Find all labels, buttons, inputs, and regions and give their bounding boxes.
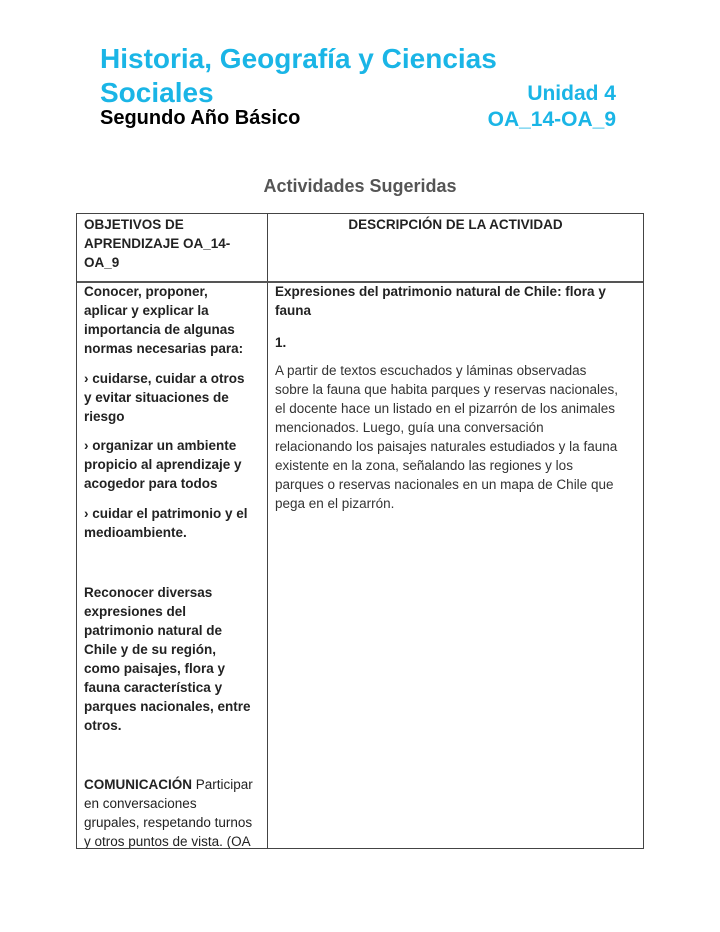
oa-label: OA_14-OA_9: [487, 108, 616, 131]
subject-title-line2: Sociales: [100, 77, 214, 108]
activity-description: A partir de textos escuchados y láminas observadas sobre la fauna que habita parques y reservas nacionales, el docente hace un listado en el pizarrón de los animales mencionados. Luego, guía una conversación relacionando los paisajes naturales estudiados y la fauna existente en la zona, señalando las regiones y los parques o reservas nacionales en un mapa de Chile que pega en el pizarrón.: [275, 363, 618, 511]
activity-title: Expresiones del patrimonio natural de Chile: flora y fauna: [275, 284, 606, 318]
objective-bullet-2: › organizar un ambiente propicio al aprendizaje y acogedor para todos: [84, 438, 242, 491]
subject-title-line1: Historia, Geografía y Ciencias: [100, 43, 497, 74]
comunicacion-text: Participar en conversaciones grupales, respetando turnos y otros puntos de vista. (OA: [84, 777, 253, 849]
objective-intro: Conocer, proponer, aplicar y explicar la importancia de algunas normas necesarias para:: [84, 284, 244, 356]
objective-patrimonio: Reconocer diversas expresiones del patrimonio natural de Chile y de su región, como paisajes, flora y fauna característica y parques nacionales, entre otros.: [84, 585, 251, 733]
unit-label: Unidad 4: [527, 82, 616, 105]
column-divider: [267, 214, 268, 848]
objective-comunicacion: [84, 775, 266, 849]
objective-bullet-3: › cuidar el patrimonio y el medioambiente.: [84, 506, 248, 540]
activity-number: 1.: [275, 335, 287, 350]
grade-label: Segundo Año Básico: [100, 107, 301, 129]
section-title: Actividades Sugeridas: [263, 176, 457, 196]
comunicacion-label: COMUNICACIÓN: [84, 777, 192, 792]
objective-bullet-1: › cuidarse, cuidar a otros y evitar situaciones de riesgo: [84, 371, 245, 424]
activities-table: [76, 213, 644, 849]
col-header-objectives: OBJETIVOS DE APRENDIZAJE OA_14- OA_9: [84, 217, 231, 270]
col-header-description: DESCRIPCIÓN DE LA ACTIVIDAD: [348, 217, 563, 232]
